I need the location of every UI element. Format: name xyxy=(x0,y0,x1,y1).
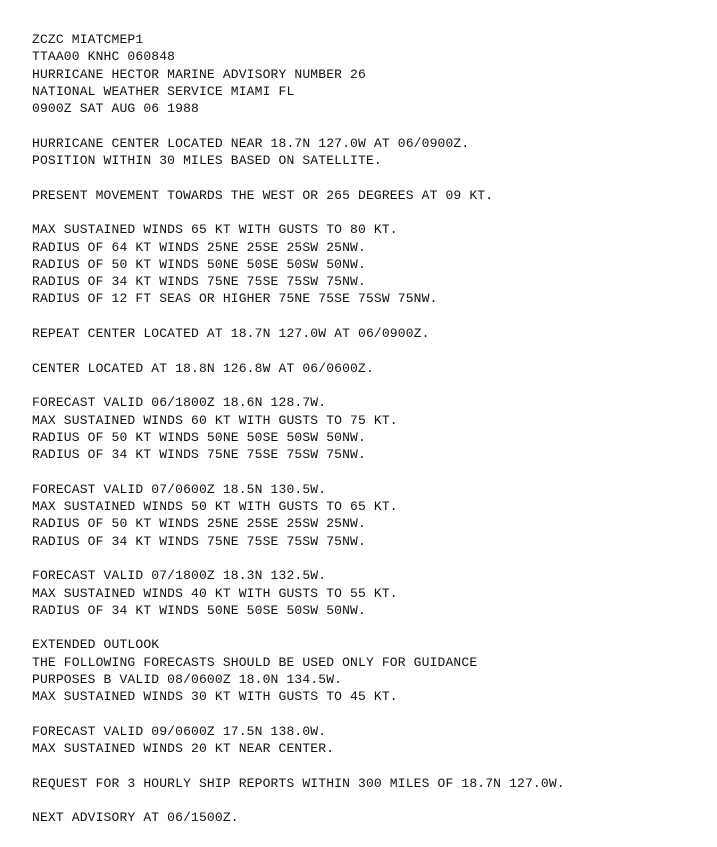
max-winds: MAX SUSTAINED WINDS 65 KT WITH GUSTS TO 80 KT. xyxy=(32,222,398,238)
forecast-radius-34kt: RADIUS OF 34 KT WINDS 75NE 75SE 75SW 75NW. xyxy=(32,447,366,463)
header-block xyxy=(32,31,712,117)
forecast-block-2 xyxy=(32,481,712,550)
repeat-block xyxy=(32,325,712,342)
spacer xyxy=(32,342,712,359)
spacer xyxy=(32,463,712,480)
repeat-center: REPEAT CENTER LOCATED AT 18.7N 127.0W AT 06/0900Z. xyxy=(32,326,430,342)
advisory-title: HURRICANE HECTOR MARINE ADVISORY NUMBER 26 xyxy=(32,66,366,82)
outlook-guidance-note: THE FOLLOWING FORECASTS SHOULD BE USED ONLY FOR GUIDANCE xyxy=(32,654,478,670)
ship-report-request: REQUEST FOR 3 HOURLY SHIP REPORTS WITHIN 300 MILES OF 18.7N 127.0W. xyxy=(32,775,565,791)
present-movement: PRESENT MOVEMENT TOWARDS THE WEST OR 265 DEGREES AT 09 KT. xyxy=(32,187,494,203)
header-line-2: TTAA00 KNHC 060848 xyxy=(32,49,176,65)
forecast-radius-34kt: RADIUS OF 34 KT WINDS 50NE 50SE 50SW 50NW. xyxy=(32,602,366,618)
spacer xyxy=(32,706,712,723)
next-advisory: NEXT ADVISORY AT 06/1500Z. xyxy=(32,810,239,826)
issuing-office: NATIONAL WEATHER SERVICE MIAMI FL xyxy=(32,83,295,99)
advisory-document xyxy=(32,31,712,827)
movement-block xyxy=(32,187,712,204)
radius-34kt: RADIUS OF 34 KT WINDS 75NE 75SE 75SW 75NW. xyxy=(32,274,366,290)
spacer xyxy=(32,169,712,186)
forecast-max-winds: MAX SUSTAINED WINDS 50 KT WITH GUSTS TO 65 KT. xyxy=(32,499,398,515)
issue-time: 0900Z SAT AUG 06 1988 xyxy=(32,101,199,117)
radius-64kt: RADIUS OF 64 KT WINDS 25NE 25SE 25SW 25NW. xyxy=(32,239,366,255)
spacer xyxy=(32,792,712,809)
forecast-radius-34kt: RADIUS OF 34 KT WINDS 75NE 75SE 75SW 75NW. xyxy=(32,533,366,549)
outlook-heading: EXTENDED OUTLOOK xyxy=(32,637,160,653)
forecast-max-winds: MAX SUSTAINED WINDS 20 KT NEAR CENTER. xyxy=(32,741,335,757)
forecast-radius-50kt: RADIUS OF 50 KT WINDS 25NE 25SE 25SW 25NW. xyxy=(32,516,366,532)
spacer xyxy=(32,550,712,567)
radius-50kt: RADIUS OF 50 KT WINDS 50NE 50SE 50SW 50NW. xyxy=(32,256,366,272)
header-line-1: ZCZC MIATCMEP1 xyxy=(32,32,144,47)
forecast-max-winds: MAX SUSTAINED WINDS 40 KT WITH GUSTS TO 55 KT. xyxy=(32,585,398,601)
forecast-block-4 xyxy=(32,723,712,758)
spacer xyxy=(32,117,712,134)
previous-block xyxy=(32,360,712,377)
spacer xyxy=(32,204,712,221)
forecast-valid: FORECAST VALID 09/0600Z 17.5N 138.0W. xyxy=(32,723,327,739)
outlook-valid: PURPOSES B VALID 08/0600Z 18.0N 134.5W. xyxy=(32,671,343,687)
forecast-valid: FORECAST VALID 07/1800Z 18.3N 132.5W. xyxy=(32,568,327,584)
spacer xyxy=(32,619,712,636)
next-advisory-block xyxy=(32,809,712,826)
forecast-radius-50kt: RADIUS OF 50 KT WINDS 50NE 50SE 50SW 50NW. xyxy=(32,429,366,445)
spacer xyxy=(32,757,712,774)
previous-center: CENTER LOCATED AT 18.8N 126.8W AT 06/0600Z. xyxy=(32,360,374,376)
radius-12ft-seas: RADIUS OF 12 FT SEAS OR HIGHER 75NE 75SE 75SW 75NW. xyxy=(32,291,438,307)
forecast-max-winds: MAX SUSTAINED WINDS 60 KT WITH GUSTS TO 75 KT. xyxy=(32,412,398,428)
extended-outlook-block xyxy=(32,636,712,705)
forecast-block-1 xyxy=(32,394,712,463)
request-block xyxy=(32,775,712,792)
forecast-valid: FORECAST VALID 06/1800Z 18.6N 128.7W. xyxy=(32,395,327,411)
spacer xyxy=(32,377,712,394)
position-accuracy: POSITION WITHIN 30 MILES BASED ON SATELLITE. xyxy=(32,153,382,169)
center-location: HURRICANE CENTER LOCATED NEAR 18.7N 127.0W AT 06/0900Z. xyxy=(32,135,470,151)
spacer xyxy=(32,308,712,325)
forecast-block-3 xyxy=(32,567,712,619)
center-block xyxy=(32,135,712,170)
forecast-valid: FORECAST VALID 07/0600Z 18.5N 130.5W. xyxy=(32,481,327,497)
outlook-max-winds: MAX SUSTAINED WINDS 30 KT WITH GUSTS TO 45 KT. xyxy=(32,689,398,705)
winds-block xyxy=(32,221,712,307)
